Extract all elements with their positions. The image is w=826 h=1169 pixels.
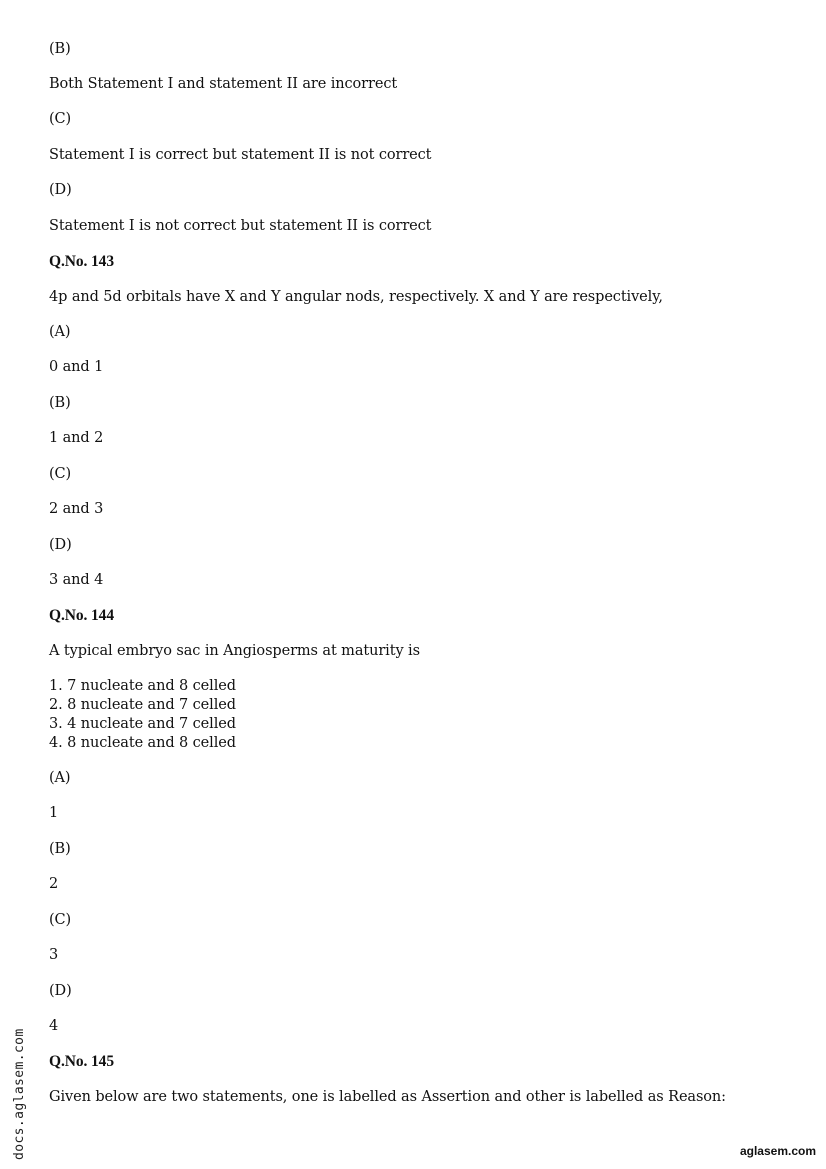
q144-option-b-label: (B): [49, 841, 71, 857]
q144-list-item: 1. 7 nucleate and 8 celled: [49, 678, 236, 694]
q145-number: Q.No. 145: [49, 1053, 114, 1070]
q143-option-d-label: (D): [49, 537, 72, 553]
q144-option-d-label: (D): [49, 983, 72, 999]
q144-option-a-text: 1: [49, 805, 59, 821]
q143-question: 4p and 5d orbitals have X and Y angular nods, respectively. X and Y are respectively,: [49, 289, 663, 305]
q142-option-d-text: Statement I is not correct but statement II is correct: [49, 218, 432, 234]
q144-option-d-text: 4: [49, 1018, 59, 1034]
q144-option-b-text: 2: [49, 876, 59, 892]
q144-option-a-label: (A): [49, 770, 71, 786]
q143-option-b-label: (B): [49, 395, 71, 411]
q144-list-item: 4. 8 nucleate and 8 celled: [49, 735, 236, 751]
q142-option-b-label: (B): [49, 41, 71, 57]
q143-option-c-label: (C): [49, 466, 72, 482]
side-watermark: docs.aglasem.com: [12, 1028, 27, 1160]
q144-option-c-label: (C): [49, 912, 72, 928]
q144-list-item: 3. 4 nucleate and 7 celled: [49, 716, 236, 732]
q142-option-c-label: (C): [49, 111, 72, 127]
q143-option-a-text: 0 and 1: [49, 359, 104, 375]
q143-option-b-text: 1 and 2: [49, 430, 104, 446]
q143-option-a-label: (A): [49, 324, 71, 340]
q142-option-d-label: (D): [49, 182, 72, 198]
q143-option-d-text: 3 and 4: [49, 572, 104, 588]
footer-brand[interactable]: aglasem.com: [739, 1144, 816, 1158]
q144-number: Q.No. 144: [49, 607, 114, 624]
q144-question: A typical embryo sac in Angiosperms at maturity is: [49, 643, 420, 659]
q143-number: Q.No. 143: [49, 253, 114, 270]
q142-option-c-text: Statement I is correct but statement II is not correct: [49, 147, 432, 163]
q144-list-item: 2. 8 nucleate and 7 celled: [49, 697, 236, 713]
q142-option-b-text: Both Statement I and statement II are incorrect: [49, 76, 398, 92]
q143-option-c-text: 2 and 3: [49, 501, 104, 517]
q144-option-c-text: 3: [49, 947, 59, 963]
q145-question: Given below are two statements, one is labelled as Assertion and other is labelled as Reason:: [49, 1089, 726, 1105]
